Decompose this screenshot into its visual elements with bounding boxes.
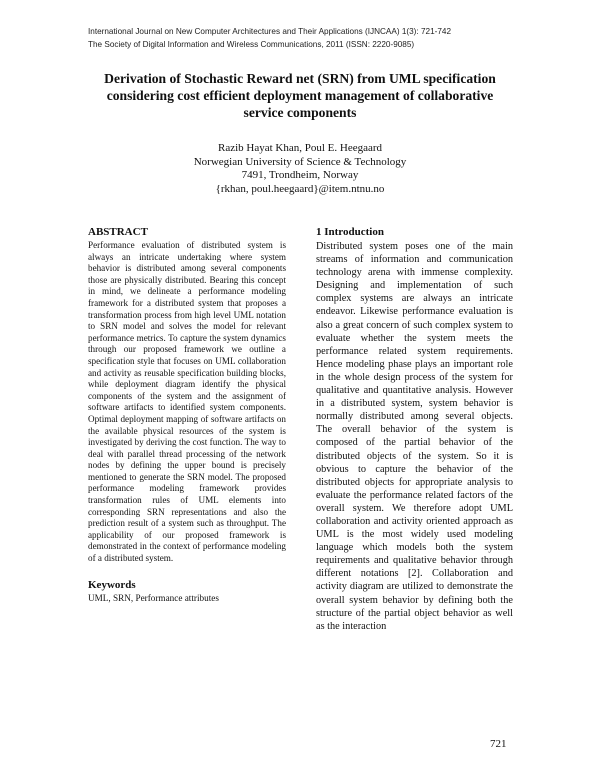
paper-title-line3: service components: [243, 105, 357, 120]
author-names: Razib Hayat Khan, Poul E. Heegaard: [217, 142, 383, 154]
abstract-heading: ABSTRACT: [88, 226, 148, 238]
author-affiliation: Norwegian University of Science & Technology: [193, 155, 407, 168]
introduction-text: Distributed system poses one of the main streams of information and communication technology arena with immense complexity. Designing and implementation of such complex systems are always an intricate endeavor. Likewise performance evaluation is also a great concern of such complex system to evaluate whether the system meets the performance related system requirements. Hence modeling phase plays an important role in the whole design process of the system for qualitative and quantitative analysis. However in a distributed system, system behavior is normally distributed among several objects. The overall behavior of the system is composed of the partial behavior of the distributed objects of the system. So it is obvious to capture the behavior of the distributed objects for appropriate analysis to evaluate the performance related factors of the overall system. We therefore adopt UML collaboration and activity oriented approach as UML is the most widely used modeling language which models both the system requirements and qualitative behavior through different notations [2]. Collaboration and activity diagram are utilized to demonstrate the overall system behavior by defining both the structure of the partial object behavior as well as the interaction: [316, 241, 513, 632]
page-number: 721: [490, 738, 507, 750]
keywords-text: UML, SRN, Performance attributes: [88, 592, 219, 603]
paper-title-line1: Derivation of Stochastic Reward net (SRN) from UML specification: [104, 71, 496, 86]
introduction-heading: 1 Introduction: [316, 226, 384, 238]
author-email: {rkhan, poul.heegaard}@item.ntnu.no: [215, 182, 385, 195]
journal-header: [88, 26, 528, 51]
paper-title: [84, 70, 516, 121]
abstract-text: Performance evaluation of distributed system is always an intricate undertaking where system behavior is distributed among several components those are physically distributed. Bearing this concept in mind, we delineate a performance modeling framework for a distributed system that proposes a transformation process from high level UML notation to SRN model and solves the model for relevant performance metrics. To capture the system dynamics through our proposed framework we outline a specification style that focuses on UML collaboration and activity as reusable specification building blocks, while deployment diagram identify the physical components of the system and the assignment of software artifacts to identified system components. Optimal deployment mapping of software artifacts on the available physical resources of the system is investigated by deriving the cost function. The way to deal with parallel thread processing of the network nodes by defining the upper bound is precisely mentioned to generate the SRN model. The proposed performance modeling framework provides transformation rules of UML elements into corresponding SRN representations and also the prediction result of a system such as throughput. The applicability of our proposed framework is demonstrated in the context of performance modeling of a distributed system.: [88, 240, 286, 564]
journal-header-line1: International Journal on New Computer Architectures and Their Applications (IJNCAA) 1(3): 721-742: [88, 27, 452, 36]
author-address: 7491, Trondheim, Norway: [241, 169, 359, 182]
journal-header-line2: The Society of Digital Information and Wireless Communications, 2011 (ISSN: 2220-9085): [88, 39, 415, 49]
keywords-heading: Keywords: [88, 578, 136, 591]
author-block: [150, 142, 450, 196]
left-column: [88, 226, 286, 604]
paper-title-line2: considering cost efficient deployment management of collaborative: [106, 88, 494, 103]
right-column: [316, 226, 513, 633]
